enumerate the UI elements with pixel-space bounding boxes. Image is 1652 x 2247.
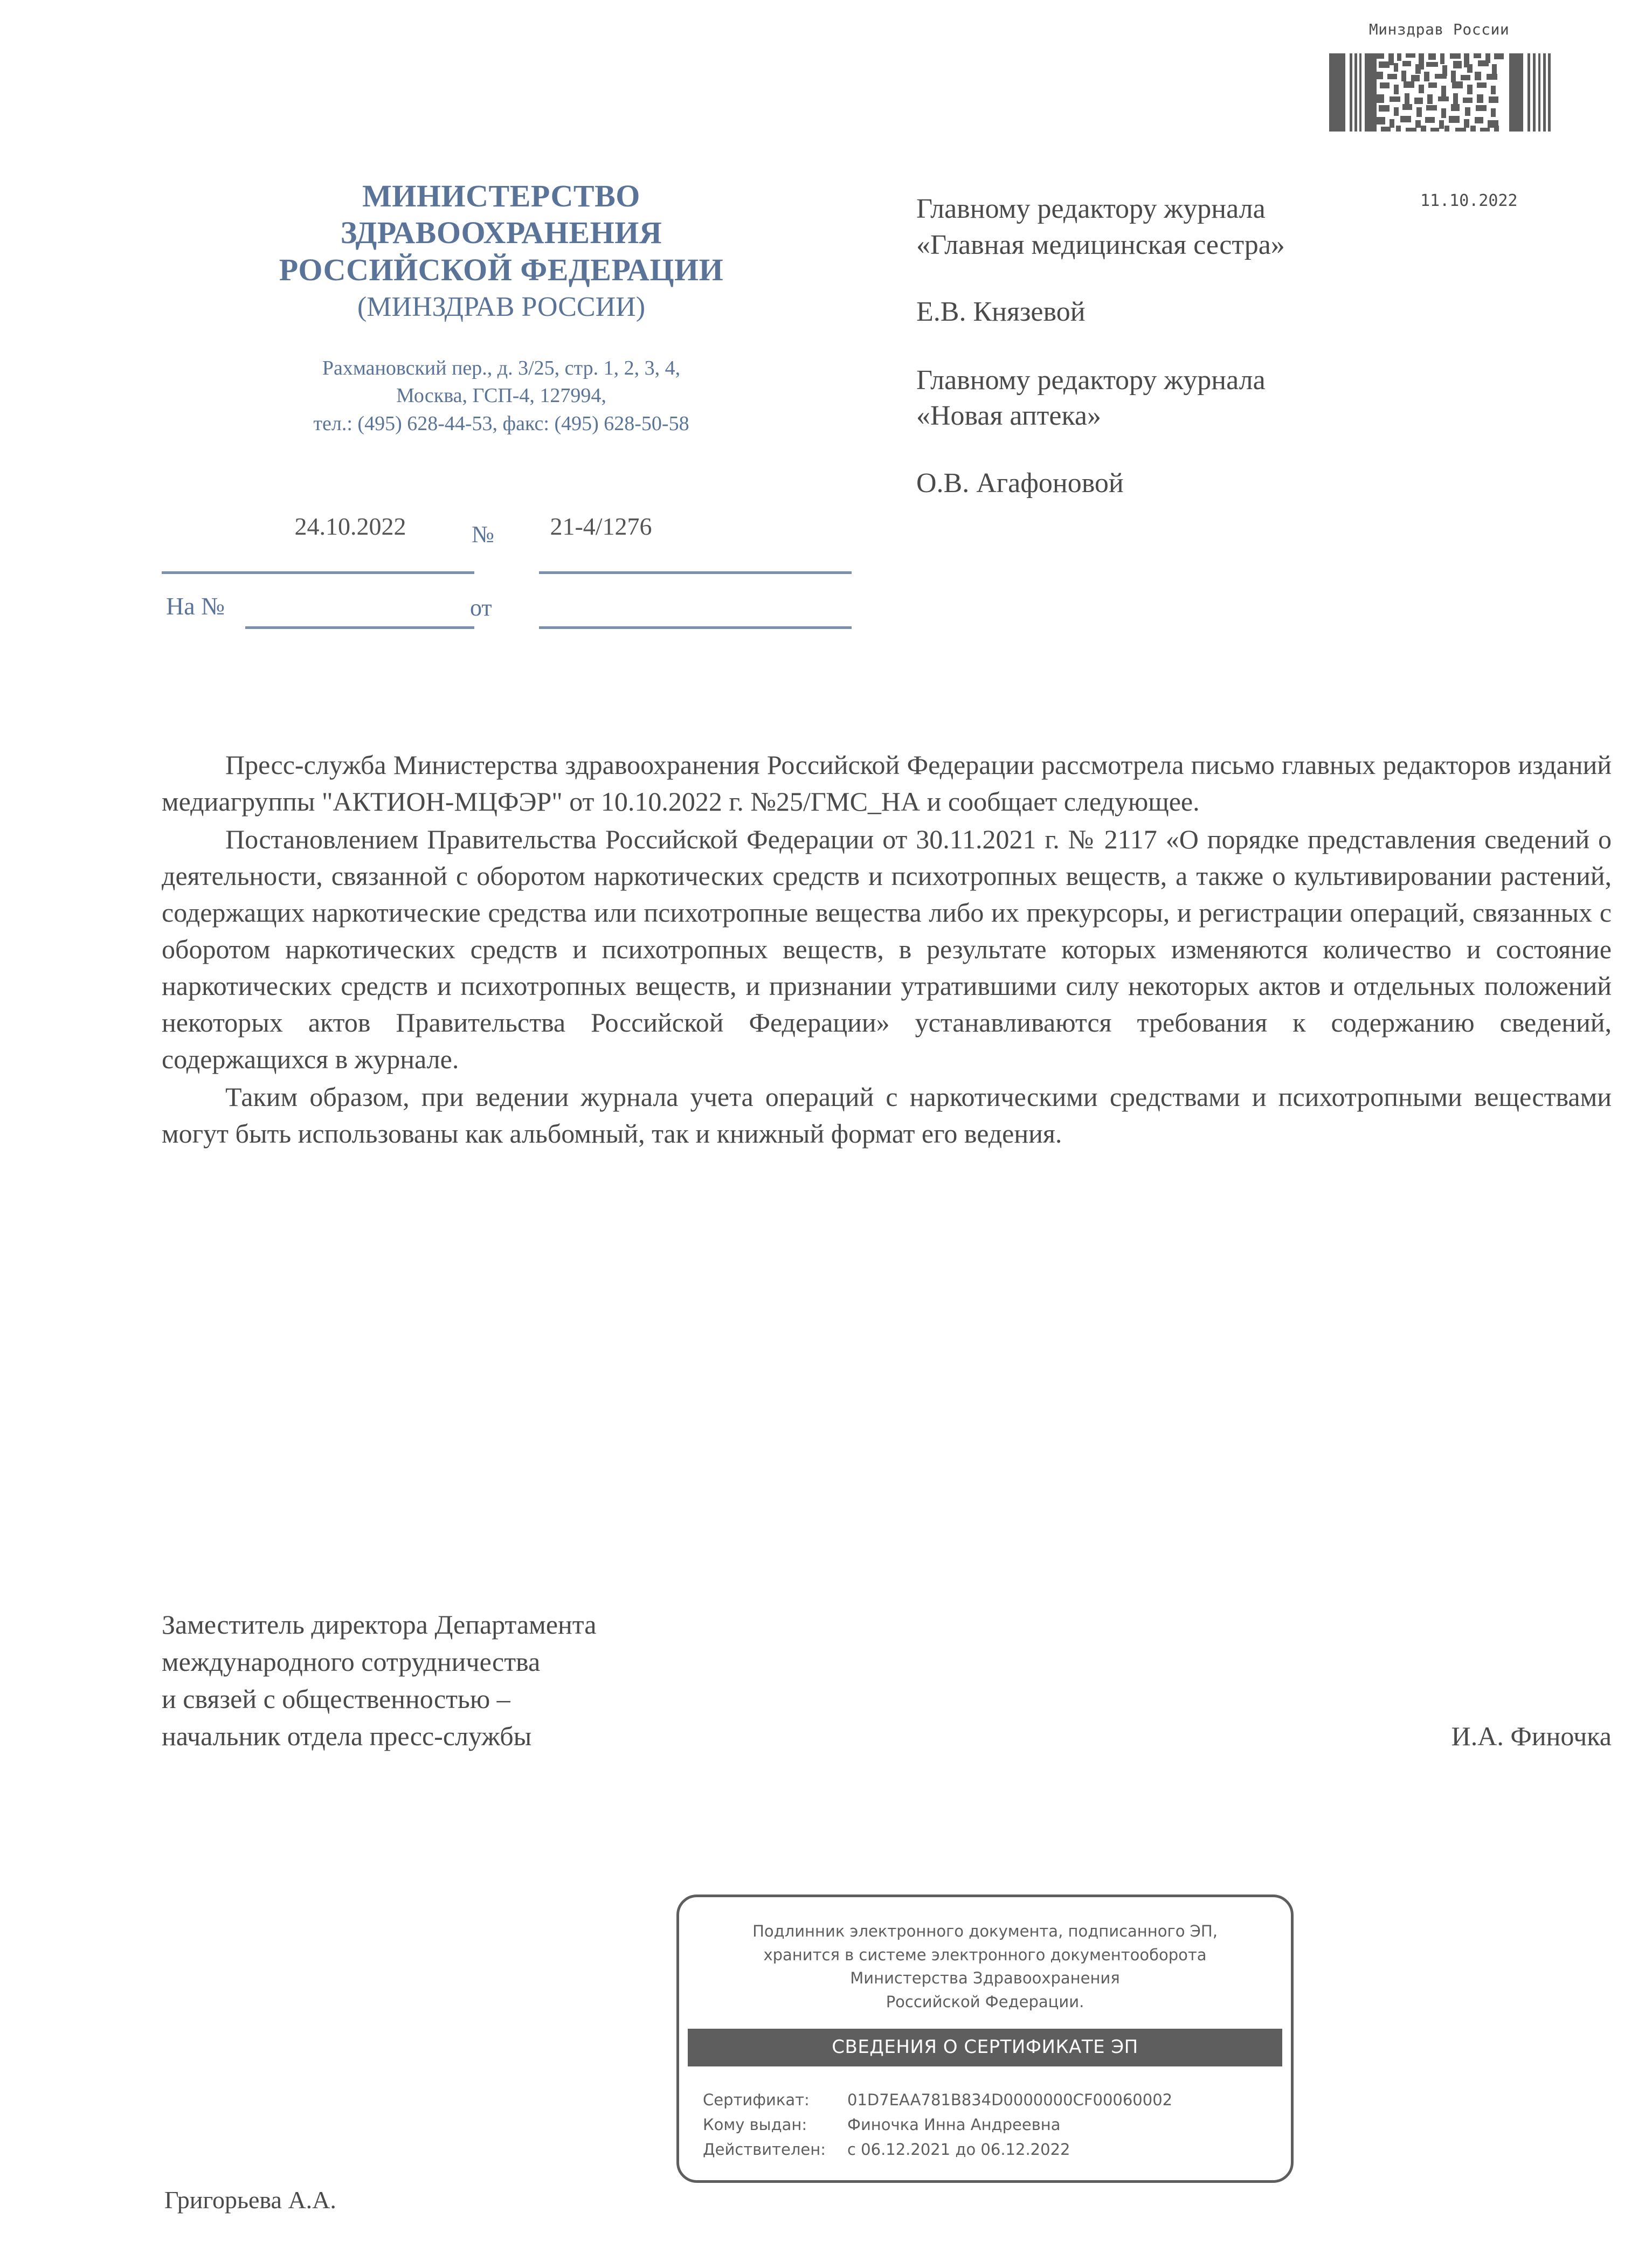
- ministry-short-name: (МИНЗДРАВ РОССИИ): [357, 292, 646, 323]
- esign-certificate-value: 01D7EAA781B834D0000000CF00060002: [847, 2091, 1173, 2109]
- esign-bar-title: СВЕДЕНИЯ О СЕРТИФИКАТЕ ЭП: [688, 2029, 1282, 2066]
- addressee-group-2: [916, 363, 1617, 502]
- number-sign: №: [472, 521, 494, 548]
- ministry-title: [162, 178, 841, 288]
- esign-description-line-4: Российской Федерации.: [886, 1992, 1084, 2011]
- addressee-role-2: Главному редактору журнала: [916, 364, 1266, 396]
- esign-validity-value: с 06.12.2021 до 06.12.2022: [847, 2140, 1070, 2159]
- address-line-2: Москва, ГСП-4, 127994,: [396, 384, 606, 407]
- signature-block: [162, 1606, 1612, 1755]
- esign-description-line-3: Министерства Здравоохранения: [850, 1969, 1120, 1987]
- address-line-1: Рахмановский пер., д. 3/25, стр. 1, 2, 3, 4,: [322, 356, 681, 379]
- barcode-caption: Минздрав России: [1368, 20, 1510, 38]
- addressee-role-1: Главному редактору журнала: [916, 193, 1266, 224]
- reference-number: 21-4/1276: [550, 513, 652, 540]
- esign-row: [703, 2113, 1291, 2138]
- ministry-title-line-2: ЗДРАВООХРАНЕНИЯ: [340, 215, 662, 251]
- executor-name: Григорьева А.А.: [164, 2186, 336, 2214]
- esign-issued-to-key: Кому выдан:: [703, 2115, 807, 2134]
- incoming-date-stamp: 11.10.2022: [1420, 191, 1518, 210]
- signer-title-line-2: международного сотрудничества: [162, 1647, 541, 1677]
- on-reference-row: [162, 592, 857, 640]
- address-line-3: тел.: (495) 628-44-53, факс: (495) 628-50-58: [313, 412, 689, 435]
- ministry-title-line-1: МИНИСТЕРСТВО: [362, 178, 640, 213]
- reference-row: [162, 512, 846, 571]
- esign-description-line-1: Подлинник электронного документа, подписанного ЭП,: [752, 1922, 1218, 1940]
- signer-name: И.А. Финочка: [1451, 1721, 1612, 1751]
- esign-issued-to-value: Финочка Инна Андреевна: [847, 2115, 1061, 2134]
- ministry-title-line-3: РОССИЙСКОЙ ФЕДЕРАЦИИ: [279, 252, 724, 287]
- reference-date: 24.10.2022: [294, 513, 406, 540]
- signer-title-line-1: Заместитель директора Департамента: [162, 1609, 597, 1640]
- esign-certificate-key: Сертификат:: [703, 2091, 810, 2109]
- addressee-name-2: О.В. Агафоновой: [916, 467, 1124, 499]
- on-reference-date-rule: [539, 626, 852, 629]
- reference-date-rule: [162, 571, 474, 574]
- letter-body: [162, 746, 1612, 1152]
- barcode-pdf417-icon: [1321, 53, 1558, 132]
- addressee-block: [916, 191, 1617, 501]
- electronic-signature-stamp: [676, 1895, 1294, 2183]
- addressee-group-1: [916, 191, 1617, 330]
- addressee-name-1: Е.В. Князевой: [916, 296, 1086, 328]
- esign-validity-key: Действителен:: [703, 2140, 826, 2159]
- esign-description-line-2: хранится в системе электронного документооборота: [763, 1945, 1207, 1964]
- barcode-block: [1288, 20, 1590, 132]
- addressee-publication-2: «Новая аптека»: [916, 400, 1102, 432]
- reference-number-rule: [539, 571, 852, 574]
- esign-certificate-details: [679, 2066, 1291, 2162]
- ministry-address: [162, 355, 841, 438]
- signer-title-line-4: начальник отдела пресс-службы: [162, 1721, 532, 1751]
- body-paragraph-3: Таким образом, при ведении журнала учета операций с наркотическими средствами и психотропными веществами могут быть использованы как альбомный, так и книжный формат его ведения.: [162, 1082, 1612, 1149]
- signature-last-row: [162, 1718, 1612, 1755]
- esign-description: [679, 1897, 1291, 2029]
- body-paragraph-2: Постановлением Правительства Российской Федерации от 30.11.2021 г. № 2117 «О порядке представления сведений о деятельности, связанной с оборотом наркотических средств и психотропных веществ, а также о культивировании растений, содержащих наркотические средства или психотропные вещества либо их прекурсоры, и регистрации операций, связанных с оборотом наркотических средств и психотропных веществ, в результате которых изменяются количество и состояние наркотических средств и психотропных веществ, и признании утратившими силу некоторых актов и отдельных положений некоторых актов Правительства Российской Федерации» устанавливаются требования к содержанию сведений, содержащихся в журнале.: [162, 824, 1612, 1074]
- on-reference-number-rule: [245, 626, 474, 629]
- signer-title-line-3: и связей с общественностью –: [162, 1684, 510, 1714]
- on-reference-label: На №: [166, 592, 225, 620]
- esign-row: [703, 2088, 1291, 2113]
- addressee-publication-1: «Главная медицинская сестра»: [916, 229, 1285, 260]
- esign-row: [703, 2138, 1291, 2162]
- letterhead: [162, 178, 841, 438]
- body-paragraph-1: Пресс-служба Министерства здравоохранения Российской Федерации рассмотрела письмо главных редакторов изданий медиагруппы "АКТИОН-МЦФЭР" от 10.10.2022 г. №25/ГМС_НА и сообщает следующее.: [162, 750, 1612, 817]
- on-reference-from-label: от: [470, 594, 492, 621]
